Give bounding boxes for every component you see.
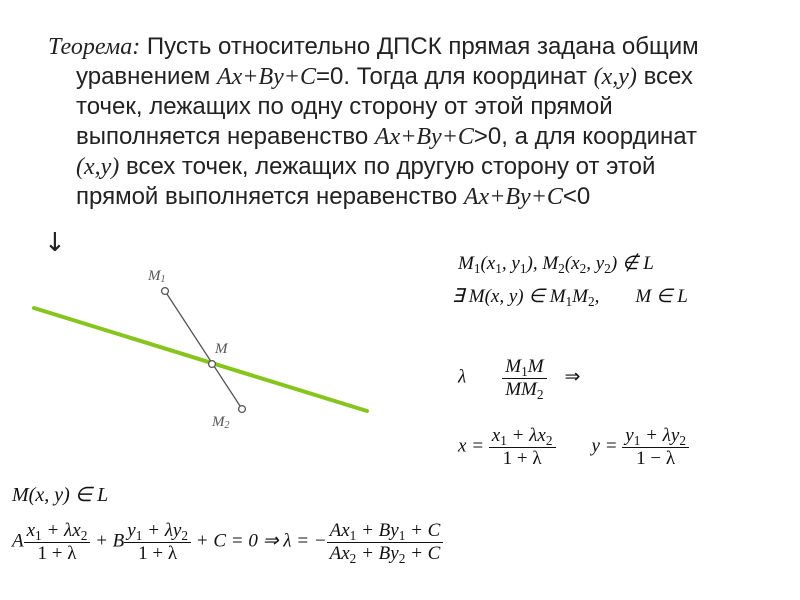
line-l <box>34 308 367 411</box>
theorem-line-2: уравнением Ax+By+C=0. Тогда для координат (x,y) всех <box>76 63 693 90</box>
down-arrow-icon: ↓ <box>44 228 66 258</box>
formula-points-not-on-line: $M_1(x_1$, $y_1$), $M_2(x_2$, $y_2$) ∉ L <box>458 253 654 276</box>
label-m: M <box>215 341 228 357</box>
point-m1 <box>162 288 169 295</box>
theorem-line-6: прямой выполняется неравенство Ax+By+C<0 <box>76 183 591 210</box>
formula-m-on-line: M(x, y) ∈ L <box>12 484 109 506</box>
theorem-line-1: Теорема: Пусть относительно ДПСК прямая задана общим <box>48 33 699 60</box>
theorem-line-5: (x,y) всех точек, лежащих по другую сторону от этой <box>76 153 656 180</box>
point-m2 <box>239 406 246 413</box>
theorem-line-3: точек, лежащих по одну сторону от этой прямой <box>76 93 613 120</box>
formula-lambda-solution: A $\frac{x_1 + \lambda x_2}{1 + \lambda}$ + B $\frac{y_1 + \lambda y_2}{1 + \lambda}$ + C = 0 ⇒ λ = − $\frac{Ax_1 + By_1 + C}{Ax_2 + By_2 + C}$ <box>12 520 443 565</box>
lambda-fraction: $\frac{M_1M}{MM_2}$ <box>502 356 546 401</box>
formula-lambda-ratio: λ $\frac{M_1M}{MM_2}$ ⇒ <box>458 356 581 402</box>
point-m <box>209 361 216 368</box>
formula-coordinates: x = $\frac{x_1 + \lambda x_2}{1 + \lambda}$ y = $\frac{y_1 + \lambda y_2}{1 - \lambda}$ <box>458 425 689 470</box>
label-m1: M1 <box>148 268 166 285</box>
theorem-label: Теорема: <box>48 34 141 60</box>
formula-exists-m: ∃ M(x, y) ∈ $M_1M_2$, M ∈ L <box>452 286 688 309</box>
label-m2: M2 <box>212 414 230 430</box>
implies-icon: ⇒ <box>564 366 581 388</box>
geometry-diagram <box>0 250 400 430</box>
theorem-text <box>48 32 748 212</box>
theorem-line-4: выполняется неравенство Ax+By+C>0, а для координат <box>76 123 698 150</box>
